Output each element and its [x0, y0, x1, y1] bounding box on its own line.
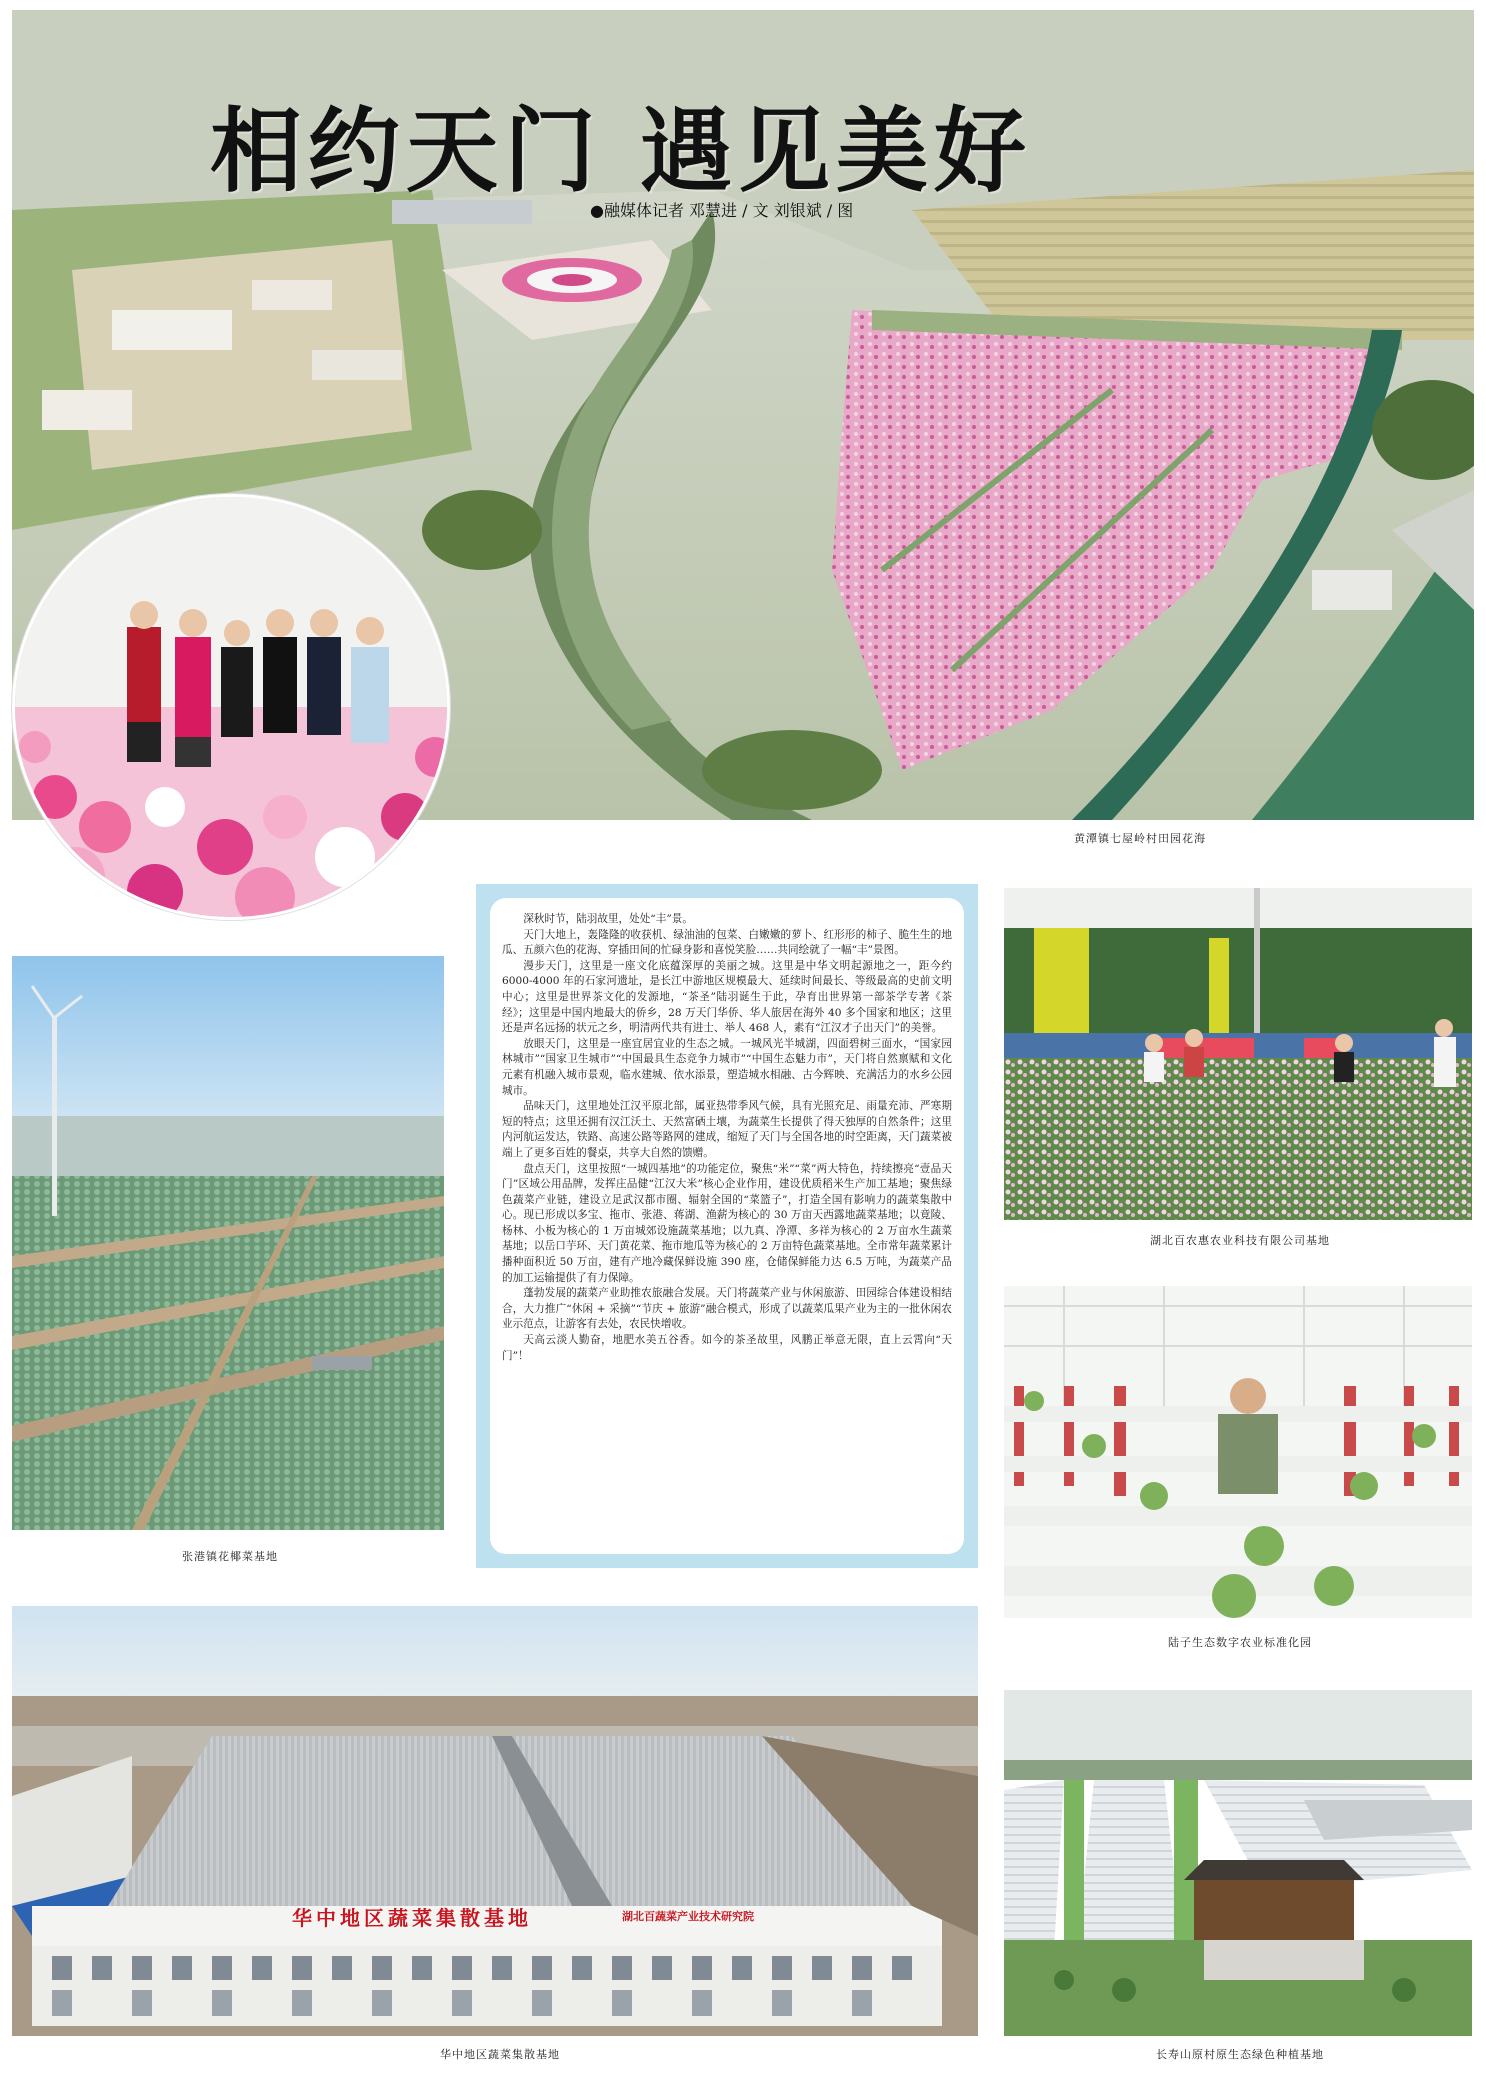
- article-paragraph: 深秋时节，陆羽故里，处处“丰”景。: [523, 913, 693, 925]
- article-paragraph: 品味天门，这里地处江汉平原北部，属亚热带季风气候，具有光照充足、雨量充沛、严寒期短的特点；这里还拥有汉江沃土、天然富硒土壤，为蔬菜生长提供了得天独厚的自然条件；这里内河航运发达，铁路、高速公路等路网的建成，缩短了天门与全国各地的时空距离，天门蔬菜被端上了更多百姓的餐桌，共享大自然的馈赠。: [502, 1100, 952, 1159]
- flower-company-photo: [1004, 888, 1472, 1220]
- distribution-center-photo: [12, 1606, 978, 2036]
- digital-farm-photo: [1004, 1286, 1472, 1618]
- distribution-center-caption: 华中地区蔬菜集散基地: [440, 2048, 560, 2061]
- building-sign-secondary: 湖北百蔬菜产业技术研究院: [622, 1910, 754, 1923]
- greenhouse-caption: 长寿山原村原生态绿色种植基地: [1156, 2048, 1324, 2061]
- article-paragraph: 天门大地上，轰隆隆的收获机、绿油油的包菜、白嫩嫩的萝卜、红形形的柿子、脆生生的地瓜、五颜六色的花海、穿插田间的忙碌身影和喜悦笑脸……共同绘就了一幅“丰”景图。: [502, 928, 952, 957]
- hero-caption: 黄潭镇七屋岭村田园花海: [1074, 832, 1206, 845]
- visitors-group-photo: [12, 494, 450, 920]
- building-sign: 华中地区蔬菜集散基地: [292, 1906, 532, 1930]
- article-paragraph: 盘点天门，这里按照“一城四基地”的功能定位，聚焦“米”“菜”两大特色，持续擦亮“壹品天门”区域公用品牌，发挥庄品健“江汉大米”核心企业作用，建设优质稻米生产加工基地；聚焦绿色蔬菜产业链，建设立足武汉都市圈、辐射全国的“菜篮子”，打造全国有影响力的蔬菜集散中心。现已形成以多宝、拖市、张港、蒋湖、渔薪为核心的 30 万亩天西露地蔬菜基地；以竟陵、杨林、小板为核心的 1 万亩城郊设施蔬菜基地；以九真、净潭、多祥为核心的 2 万亩水生蔬菜基地；以岳口芋环、天门黄花菜、拖市地瓜等为核心的 2 万亩特色蔬菜基地。全市常年蔬菜累计播种面积近 50 万亩，建有产地冷藏保鲜设施 390 座，仓储保鲜能力达 6.5 万吨，为蔬菜产品的加工运输提供了有力保障。: [502, 1162, 952, 1284]
- page-title: 相约天门 遇见美好: [210, 97, 1033, 205]
- cabbage-caption: 张港镇花椰菜基地: [182, 1550, 278, 1563]
- digital-farm-caption: 陆子生态数字农业标准化园: [1168, 1636, 1312, 1649]
- article-paragraph: 放眼天门，这里是一座宜居宜业的生态之城。一城风光半城湖，四面碧树三面水，“国家园林城市”“国家卫生城市”“中国最具生态竞争力城市”“中国生态魅力市”，天门将自然禀赋和文化元素有机融入城市景观，临水建城、依水添景，塑造城水相融、古今辉映、充满活力的水乡公园城市。: [502, 1037, 952, 1097]
- cabbage-field-photo: [12, 956, 444, 1530]
- byline: ●融媒体记者 邓慧进 / 文 刘银斌 / 图: [590, 201, 854, 220]
- article-body: [490, 898, 964, 1554]
- article-paragraph: 漫步天门，这里是一座文化底蕴深厚的美丽之城。这里是中华文明起源地之一，距今约 6000-4000 年的石家河遗址，是长江中游地区规模最大、延续时间最长、等级最高的史前文明中心；这里是世界茶文化的发源地，“茶圣”陆羽诞生于此，孕育出世界第一部茶学专著《茶经》；这里是中国内地最大的侨乡，28 万天门华侨、华人旅居在海外 40 多个国家和地区；这里还是声名远扬的状元之乡，明清两代共有进士、举人 468 人，素有“江汉才子出天门”的美誉。: [502, 959, 952, 1035]
- article-box: [476, 884, 978, 1568]
- flower-company-caption: 湖北百农惠农业科技有限公司基地: [1150, 1234, 1330, 1247]
- article-paragraph: 蓬勃发展的蔬菜产业助推农旅融合发展。天门将蔬菜产业与休闲旅游、田园综合体建设相结合，大力推广“休闲 + 采摘”“节庆 + 旅游”融合模式，形成了以蔬菜瓜果产业为主的一批休闲农业示范点，让游客有去处，农民快增收。: [502, 1287, 952, 1331]
- greenhouse-base-photo: [1004, 1690, 1472, 2036]
- article-paragraph: 天高云淡人勤奋，地肥水美五谷香。如今的茶圣故里，风鹏正举意无限，直上云霄向“天门”！: [502, 1334, 952, 1362]
